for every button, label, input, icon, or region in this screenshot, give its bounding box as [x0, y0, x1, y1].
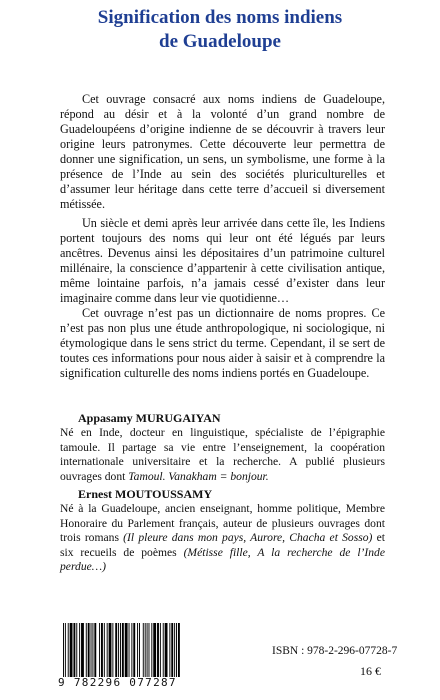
summary-paragraph-3	[60, 306, 385, 381]
title-line-1: Signification des noms indiens	[97, 7, 343, 28]
book-title	[0, 6, 440, 54]
summary-paragraph-3-text: Cet ouvrage n’est pas un dictionnaire de noms propres. Ce n’est pas non plus une étude anthropologique, ni sociologique, ni étymologique dans le sens strict du terme. Cependant, il se sert de toutes ces informations pour nous aider à saisir et à comprendre la signification culturelle des noms indiens portés en Guadeloupe.	[60, 306, 385, 380]
price: 16 €	[360, 664, 381, 678]
author1-bio	[60, 426, 385, 484]
author2-bio-italic-1: (Il pleure dans mon pays, Aurore, Chacha et Sosso)	[123, 531, 373, 544]
author2-bio	[60, 502, 385, 575]
isbn: ISBN : 978-2-296-07728-7	[272, 645, 398, 657]
author1-bio-text: Né en Inde, docteur en linguistique, spécialiste de l’épigraphie tamoule. Il partage sa vie entre l’enseignement, la coopération internationale universitaire et la recherche. A publié plusieurs ouvrages dont	[60, 426, 385, 483]
author1-name: Appasamy MURUGAIYAN	[78, 411, 221, 425]
barcode	[62, 623, 180, 677]
author2-bio-italic-2: (Métisse fille, A la recherche de l’Inde perdue…)	[60, 545, 385, 573]
author1-bio-italic: Tamoul. Vanakham = bonjour.	[128, 469, 269, 483]
barcode-digits: 9 782296 077287	[58, 676, 177, 689]
summary-paragraph-1	[60, 92, 385, 212]
summary-paragraph-2-text: Un siècle et demi après leur arrivée dans cette île, les Indiens portent toujours des noms qui leur ont été légués par leurs ancêtres. Devenus ainsi les dépositaires d’un patrimoine culturel millénaire, la conscience d’appartenir à cette civilisation antique, même lointaine parfois, n’a jamais cessé d’exister dans leur imaginaire comme dans leur vie quotidienne…	[60, 216, 385, 305]
title-line-2: de Guadeloupe	[159, 31, 281, 52]
author2-name: Ernest MOUTOUSSAMY	[78, 487, 213, 501]
author2-bio-mid: et six recueils de poèmes	[60, 531, 386, 559]
author2-bio-text: Né à la Guadeloupe, ancien enseignant, homme politique, Membre Honoraire du Parlement français, auteur de plusieurs ouvrages dont trois romans	[60, 502, 385, 544]
summary-paragraph-2	[60, 216, 385, 306]
summary-paragraph-1-text: Cet ouvrage consacré aux noms indiens de Guadeloupe, répond au désir et à la volonté d’un grand nombre de Guadeloupéens d’origine indienne de se découvrir à travers leur origine leurs patronymes. Cette découverte leur permettra de donner une signification, un sens, un symbolisme, une forme à la présence de l’Inde au sein des sociétés pluriculturelles et d’assumer leur héritage dans cette terre d’accueil si diversement métissée.	[60, 92, 385, 211]
